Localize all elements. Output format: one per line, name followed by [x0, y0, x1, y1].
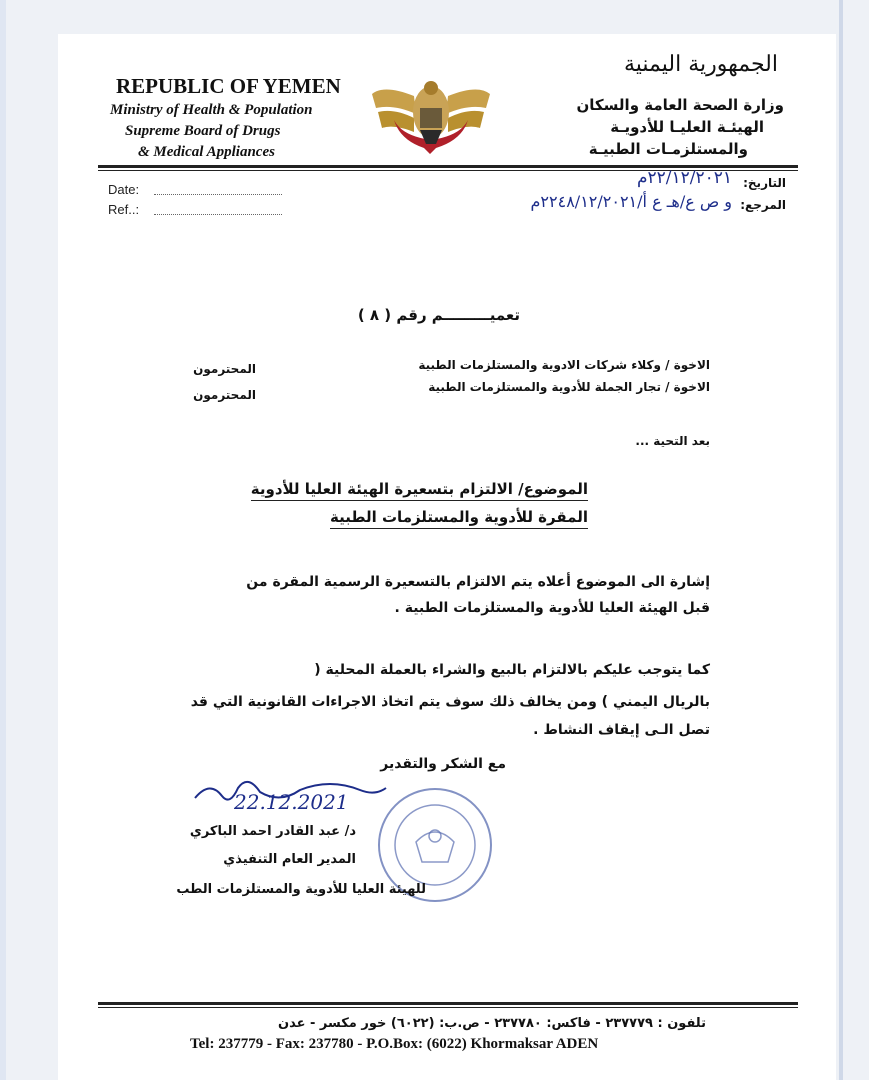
- greeting: بعد التحية ...: [635, 434, 710, 448]
- addressee-agents-honorific: المحترمون: [193, 362, 256, 376]
- header-en-title: REPUBLIC OF YEMEN: [116, 74, 341, 98]
- paragraph-2-line-3: تصل الـى إيقاف النشاط .: [533, 722, 710, 738]
- date-label: Date:: [108, 182, 140, 197]
- signatory-title: المدير العام التنفيذي: [223, 852, 356, 867]
- header-en-appliances: & Medical Appliances: [138, 144, 275, 160]
- paragraph-2-line-1: كما يتوجب عليكم بالالتزام بالبيع والشراء بالعملة المحلية (: [314, 662, 710, 678]
- handwritten-date: 22.12.2021: [234, 790, 349, 814]
- header-ar-appliances: والمستلزمـات الطبيـة: [588, 140, 748, 158]
- paragraph-1-line-1: إشارة الى الموضوع أعلاه يتم الالتزام بالتسعيرة الرسمية المقرة من: [246, 574, 710, 590]
- scan-border-left: [0, 0, 6, 1080]
- paragraph-1-line-2: قبل الهيئة العليا للأدوية والمستلزمات الطبية .: [394, 600, 710, 616]
- date-ar-label: التاريخ:: [743, 176, 786, 190]
- header-en-board: Supreme Board of Drugs: [125, 123, 281, 139]
- letter-page: [58, 34, 836, 1080]
- signatory-name: د/ عبد القادر احمد الباكري: [189, 824, 356, 839]
- scan-border-right: [839, 0, 843, 1080]
- header-ar-board: الهيئـة العليـا للأدويـة: [610, 118, 764, 136]
- ref-ar-value: و ص ع/هـ ع أ/٢٢٤٨/١٢/٢٠٢١م: [530, 192, 732, 211]
- signatory-organization: للهيئة العليا للأدوية والمستلزمات الطب: [176, 882, 426, 897]
- date-ar-value: ٢٢/١٢/٢٠٢١م: [636, 168, 732, 188]
- date-dotline: [154, 194, 282, 195]
- addressee-agents: الاخوة / وكلاء شركات الادوية والمستلزمات الطبية: [418, 358, 710, 372]
- footer-rule-thick: [98, 1002, 798, 1005]
- header-en-ministry: Ministry of Health & Population: [110, 102, 313, 118]
- paragraph-2-line-2: بالريال اليمني ) ومن يخالف ذلك سوف يتم اتخاذ الاجراءات القانونية التي قد: [190, 694, 710, 710]
- closing-thanks: مع الشكر والتقدير: [380, 756, 506, 772]
- circular-title: تعميـــــــــم رقم ( ٨ ): [357, 306, 520, 324]
- subject-line-2: المقرة للأدوية والمستلزمات الطبية: [330, 508, 588, 529]
- addressee-wholesalers: الاخوة / تجار الجملة للأدوية والمستلزمات الطبية: [428, 380, 710, 394]
- footer-arabic: تلفون : ٢٣٧٧٧٩ - فاكس: ٢٣٧٧٨٠ - ص.ب: (٦٠٢٢) خور مكسر - عدن: [278, 1016, 706, 1031]
- footer-rule-thin: [98, 1007, 798, 1008]
- footer-english: Tel: 237779 - Fax: 237780 - P.O.Box: (6022) Khormaksar ADEN: [190, 1036, 599, 1052]
- subject-line-1: الموضوع/ الالتزام بتسعيرة الهيئة العليا للأدوية: [251, 480, 588, 501]
- header-ar-republic: الجمهورية اليمنية: [623, 52, 778, 77]
- header-ar-ministry: وزارة الصحة العامة والسكان: [576, 96, 784, 114]
- ref-label: Ref..:: [108, 202, 140, 217]
- ref-dotline: [154, 214, 282, 215]
- addressee-wholesalers-honorific: المحترمون: [193, 388, 256, 402]
- yemen-emblem: [364, 74, 498, 156]
- ref-ar-label: المرجع:: [740, 198, 786, 212]
